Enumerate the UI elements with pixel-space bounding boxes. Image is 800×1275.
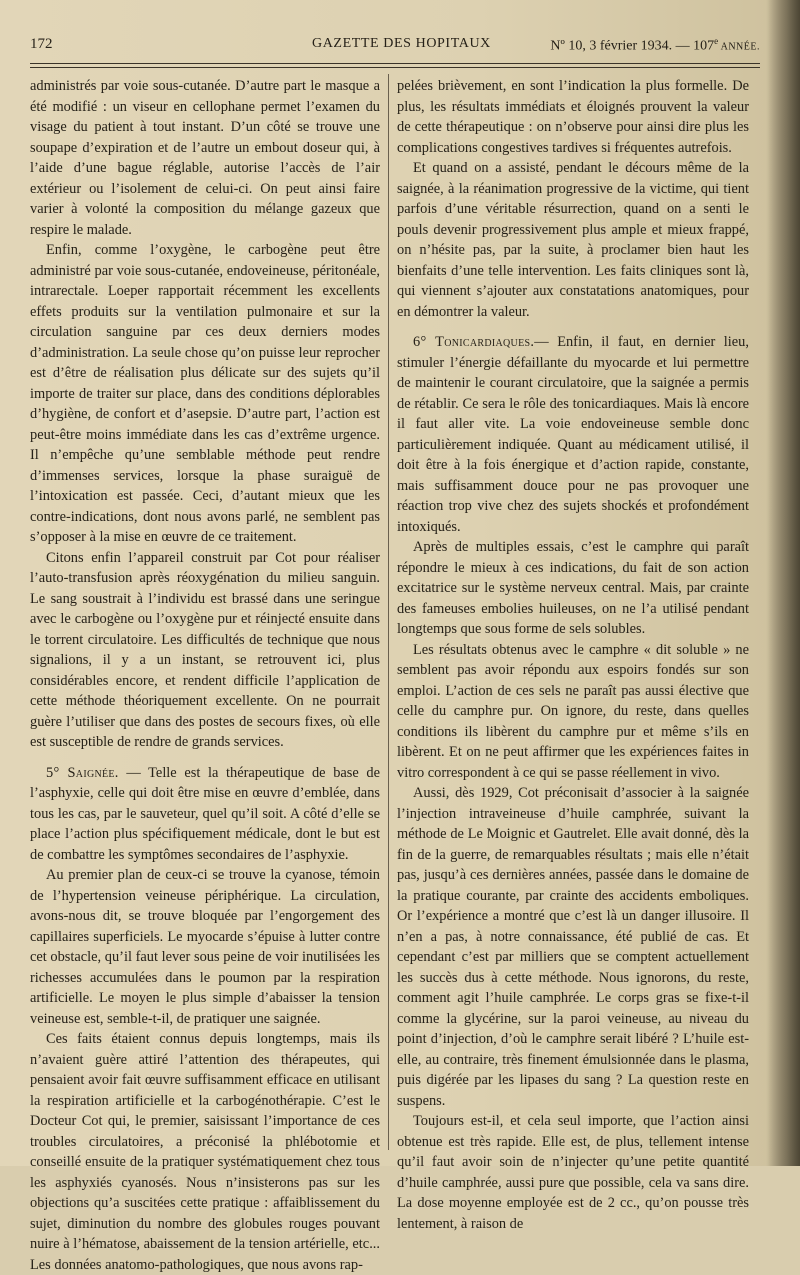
right-paragraph-3: — Enfin, il faut, en dernier lieu, stimuler l’énergie défaillante du myocarde et lui permettre de maintenir le courant circulatoire, que la saignée a permis de rétablir. Ce sera le rôle des tonicardiaques. Mais là encore il faut aller vite. La voie endoveineuse semble donc particulièrement indiquée. Quant au médicament utilisé, il doit être à la fois énergique et d’action rapide, constante, mais suffisamment douce pour ne pas provoquer une réaction trop vive chez des sujets shockés et profondément intoxiqués.	[397, 334, 749, 535]
issue-year-label: ANNÉE.	[718, 41, 760, 53]
right-paragraph-4: Après de multiples essais, c’est le camphre qui paraît répondre le mieux à ces indications, du fait de son action excitatrice sur le système nerveux central. Mais, par crainte des fameuses embolies huileuses, on ne l’a utilisé pendant longtemps que sous forme de sels solubles.	[397, 539, 749, 637]
left-paragraph-5: Au premier plan de ceux-ci se trouve la cyanose, témoin de l’hypertension veineuse périphérique. La circulation, avons-nous dit, se trouve bloquée par l’engorgement des capillaires superficiels. Le myocarde s’épuise à lutter contre cet obstacle, qu’il faut lever sous peine de voir inutilisées les richesses accumulées dans le poumon par la respiration artificielle. Le moyen le plus simple d’abaisser la tension veineuse est, semble-t-il, de pratiquer une saignée.	[30, 867, 380, 1027]
issue-date: Nº 10, 3 février 1934. — 107	[550, 38, 715, 54]
right-column	[397, 76, 749, 1234]
page-number: 172	[30, 36, 53, 52]
left-paragraph-1: administrés par voie sous-cutanée. D’autre part le masque a été modifié : un viseur en cellophane permet l’examen du visage du patient à tout instant. D’un côté se trouve une soupape d’expiration et de l’autre un embout doseur qui, à l’aide d’une bague réglable, autorise l’accès de l’air extérieur ou l’isolement de celui-ci. On peut ainsi faire varier à volonté la composition du mélange gazeux que respire le malade.	[30, 78, 380, 238]
section-heading-tonicardiaques: 6° Tonicardiaques.	[413, 334, 535, 350]
right-paragraph-1: pelées brièvement, en sont l’indication la plus formelle. De plus, les résultats immédiats et éloignés prouvent la valeur de cette thérapeutique : on n’observe pour ainsi dire plus les complications congestives tardives si fréquentes autrefois.	[397, 78, 749, 156]
header-rule-bottom	[30, 67, 760, 68]
section-tonicardiaques	[397, 332, 749, 537]
page-edge-shadow	[766, 0, 800, 1166]
page-header	[30, 36, 760, 58]
header-rule-top	[30, 63, 760, 64]
left-paragraph-2: Enfin, comme l’oxygène, le carbogène peut être administré par voie sous-cutanée, endoveineuse, péritonéale, intrarectale. Loeper rapportait récemment les excellents effets produits sur la ventilation pulmonaire et sur la circulation sanguine par ces deux derniers modes d’administration. La seule chose qu’on puisse leur reprocher est d’être de réalisation plus délicate sur des sujets qu’il importe de traiter sur place, dans des conditions déplorables d’hygiène, de confort et d’asepsie. D’autre part, l’action est peut-être moins immédiate dans les cas d’extrême urgence. Il n’empêche qu’une semblable méthode peut rendre d’immenses services, lorsque la phase suraiguë de l’intoxication est passée. Ceci, d’autant mieux que les contre-indications, dont nous avons parlé, ne semblent pas s’opposer à la mise en œuvre de ce traitement.	[30, 242, 380, 545]
right-paragraph-2: Et quand on a assisté, pendant le décours même de la saignée, à la réanimation progressive de la victime, qui tient parfois d’une véritable résurrection, quand on a senti le pouls devenir progressivement plus ample et mieux frappé, on n’hésite pas, par la suite, à proclamer bien haut les bienfaits d’une telle intervention. Les faits cliniques sont là, qui viennent s’ajouter aux constatations anatomiques, pour en démontrer la valeur.	[397, 160, 749, 320]
issue-ordinal: e	[714, 36, 719, 46]
right-paragraph-6: Aussi, dès 1929, Cot préconisait d’associer à la saignée l’injection intraveineuse d’huile camphrée, suivant la méthode de Le Moignic et Gautrelet. Elle avait donné, dès la fin de la guerre, de remarquables résultats ; mais elle n’était pas, jusqu’à ces dernières années, passée dans le domaine de la pratique courante, par crainte des accidents emboliques. Or l’expérience a montré que c’est là un danger illusoire. Il n’en a pas, à notre connaissance, été publié de cas. Et cependant c’est par milliers que se comptent actuellement les succès dus à cette méthode. Nous ignorons, du reste, comment agit l’huile camphrée. Le corps gras se fixe-t-il comme la glycérine, sur la paroi veineuse, au niveau du point d’injection, d’où le camphre serait libéré ? L’huile est-elle, au contraire, très finement émulsionnée dans le plasma, puis digérée par les lipases du sang ? La question reste en suspens.	[397, 785, 749, 1109]
left-column	[30, 76, 380, 1275]
left-paragraph-4: — Telle est la thérapeutique de base de l’asphyxie, celle qui doit être mise en œuvre d’emblée, dans tous les cas, par le sauveteur, quel qu’il soit. A côté d’elle se place l’action plus spécifiquement médicale, dont le but est de combattre les symptômes secondaires de l’asphyxie.	[30, 764, 380, 863]
issue-info	[550, 36, 760, 55]
column-divider	[388, 74, 389, 1150]
section-heading-saignee: 5° Saignée.	[46, 764, 119, 781]
right-paragraph-7: Toujours est-il, et cela seul importe, que l’action ainsi obtenue est très rapide. Elle est, de plus, tellement intense qu’il faut avoir soin de n’injecter qu’une petite quantité d’huile camphrée, aussi pure que possible, cela va sans dire. La dose moyenne employée est de 2 cc., qu’on pousse très lentement, à raison de	[397, 1113, 749, 1232]
section-saignee	[30, 763, 380, 866]
right-paragraph-5: Les résultats obtenus avec le camphre « dit soluble » ne semblent pas avoir répondu aux espoirs fondés sur son emploi. L’action de ces sels ne paraît pas aussi élective que celle du camphre pur. On ignore, du reste, dans quelles conditions ils libèrent du camphre pur et même s’ils en libèrent. Et on ne peut affirmer que les expériences faites in vitro correspondent à ce qui se passe réellement in vivo.	[397, 641, 749, 781]
journal-title: GAZETTE DES HOPITAUX	[312, 36, 491, 51]
left-paragraph-3: Citons enfin l’appareil construit par Cot pour réaliser l’auto-transfusion après réoxygénation du milieu sanguin. Le sang soustrait à l’individu est brassé dans une seringue avec le carbogène ou l’oxygène pur et réinjecté ensuite dans le torrent circulatoire. Les difficultés de technique que nous signalions, il y a un instant, se retrouvent ici, plus considérables encore, et rendent difficile l’application de cette méthode théoriquement excellente. On ne pourrait guère l’utiliser que dans des postes de secours fixes, où elle est susceptible de rendre de grands services.	[30, 549, 380, 750]
left-paragraph-6: Ces faits étaient connus depuis longtemps, mais ils n’avaient guère attiré l’attention des thérapeutes, qui pensaient avoir fait œuvre suffisamment efficace en utilisant la respiration artificielle et la carbogénothérapie. C’est le Docteur Cot qui, le premier, saisissant l’importance de ces troubles circulatoires, a préconisé la phlébotomie et conseillé ensuite de la pratiquer systématiquement chez tous les asphyxiés cyanosés. Nous n’insisterons pas sur les objections qu’a suscitées cette pratique : affaiblissement du sujet, diminution du nombre des globules rouges pouvant nuire à l’hématose, abaissement de la tension artérielle, etc... Les données anatomo-pathologiques, que nous avons rap-	[30, 1031, 380, 1273]
